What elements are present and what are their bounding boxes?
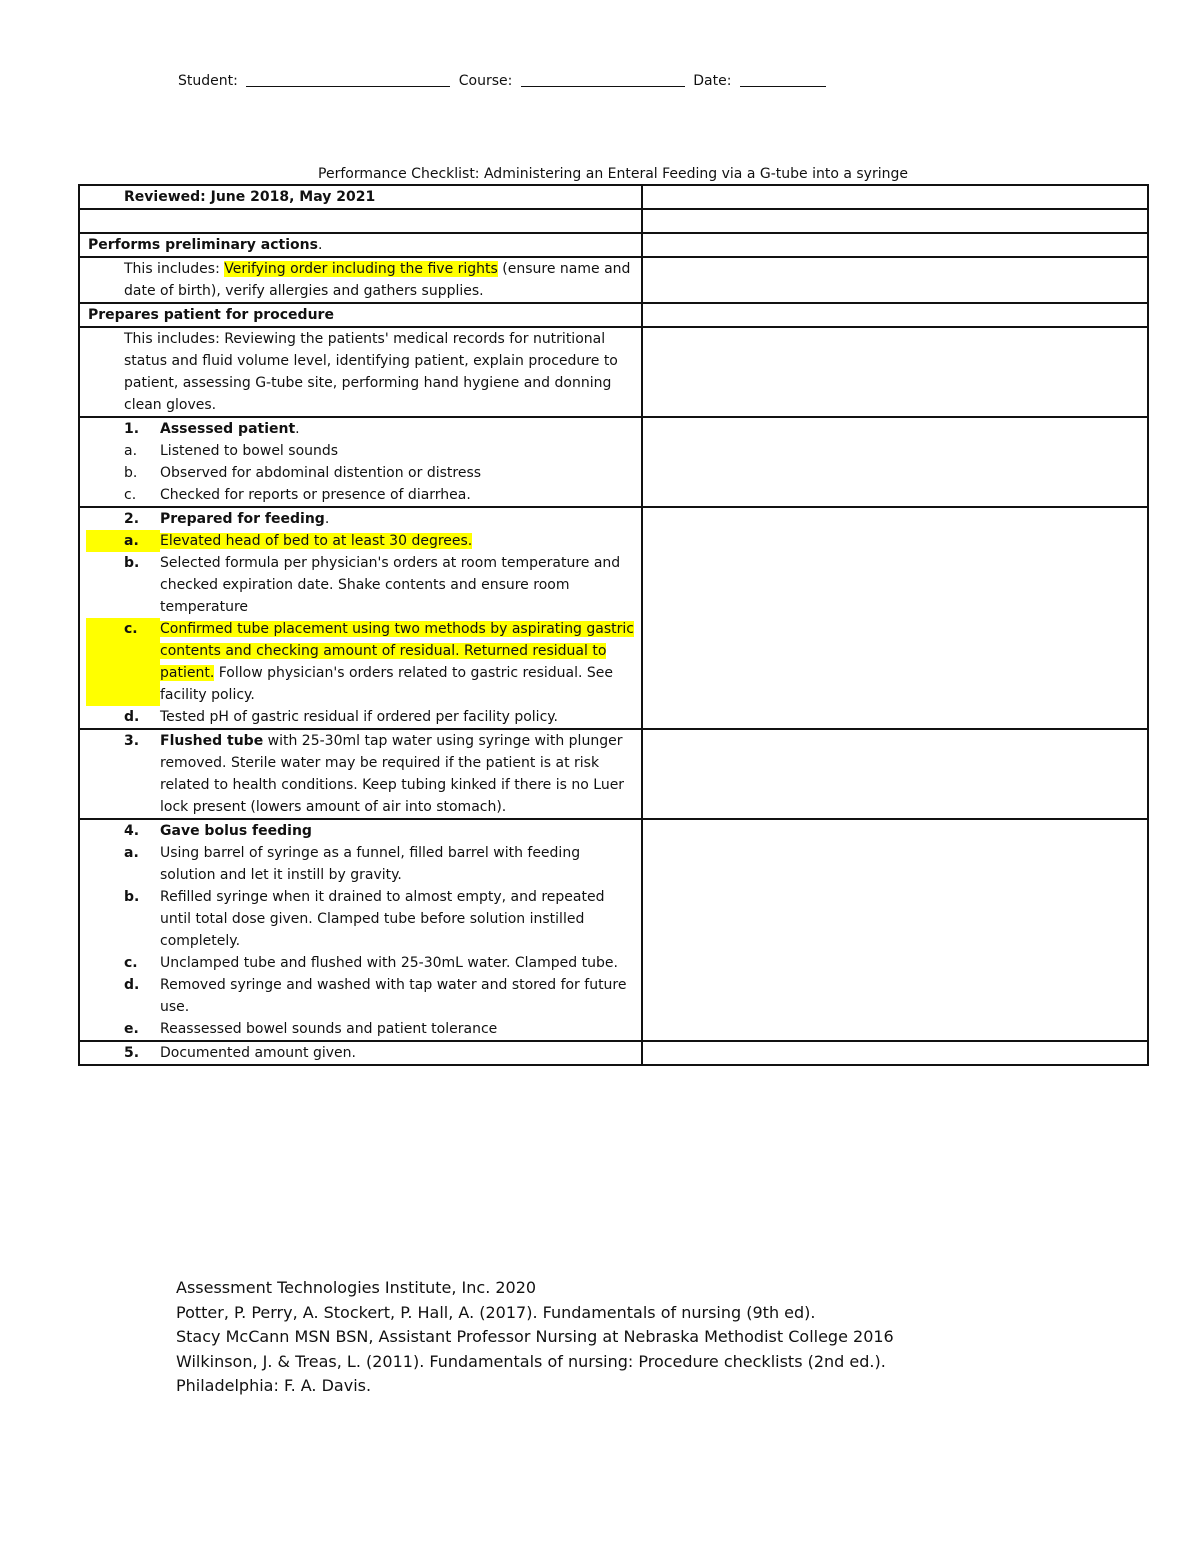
step5-cell: [79, 1041, 642, 1065]
table-row: [79, 507, 1148, 729]
step3-text: with 25-30ml tap water using syringe with plunger removed. Sterile water may be required if the patient is at risk related to health conditions. Keep tubing kinked if there is no Luer lock present (lowers amount of air into stomach).: [160, 733, 625, 815]
table-row: [79, 257, 1148, 303]
checklist-title: Performance Checklist: Administering an Enteral Feeding via a G-tube into a syringe: [318, 166, 908, 182]
date-label: Date:: [693, 73, 732, 89]
reference-item: Potter, P. Perry, A. Stockert, P. Hall, A. (2017). Fundamentals of nursing (9th ed).: [176, 1302, 816, 1322]
sub-number: b.: [124, 465, 138, 481]
header-fields: [178, 72, 830, 89]
prelim-post: (ensure name and date of birth), verify allergies and gathers supplies.: [124, 261, 631, 299]
step4-a: Using barrel of syringe as a funnel, filled barrel with feeding solution and let it instill by gravity.: [160, 845, 581, 883]
step4-d: Removed syringe and washed with tap water and stored for future use.: [160, 977, 627, 1015]
comment-cell[interactable]: [642, 185, 1148, 209]
table-row: [79, 233, 1148, 257]
table-row: [79, 303, 1148, 327]
table-row: [79, 209, 1148, 233]
step4-e: Reassessed bowel sounds and patient tolerance: [160, 1021, 498, 1037]
step2-b: Selected formula per physician's orders at room temperature and checked expiration date. Shake contents and ensure room temperature: [160, 555, 621, 615]
step2-d: Tested pH of gastric residual if ordered per facility policy.: [160, 709, 559, 725]
title-period: .: [295, 421, 300, 437]
sub-number: a.: [124, 845, 139, 861]
step4-c: Unclamped tube and flushed with 25-30mL water. Clamped tube.: [160, 955, 618, 971]
course-field[interactable]: [521, 72, 685, 87]
sub-number: a.: [86, 530, 160, 552]
prelim-pre: This includes:: [124, 261, 225, 277]
prelim-heading: Performs preliminary actions: [88, 237, 318, 253]
references: [176, 1276, 894, 1399]
prepares-heading: Prepares patient for procedure: [79, 303, 642, 327]
sub-number: c.: [86, 618, 160, 706]
step3-title: Flushed tube: [160, 733, 264, 749]
step4-title: Gave bolus feeding: [160, 823, 312, 839]
reference-item: Philadelphia: F. A. Davis.: [176, 1376, 372, 1395]
step4-cell: [79, 819, 642, 1041]
step-number: 2.: [124, 511, 140, 527]
student-label: Student:: [178, 73, 238, 89]
step-number: 3.: [124, 733, 140, 749]
step2-c-post: Follow physician's orders related to gastric residual. See facility policy.: [160, 665, 614, 703]
table-row: [79, 417, 1148, 507]
step2-cell: [79, 507, 642, 729]
step1-a: Listened to bowel sounds: [160, 443, 339, 459]
step4-b: Refilled syringe when it drained to almost empty, and repeated until total dose given. Clamped tube before solution instilled completely.: [160, 889, 605, 949]
step2-a: Elevated head of bed to at least 30 degrees.: [160, 533, 473, 549]
table-row: [79, 327, 1148, 417]
comment-cell[interactable]: [642, 729, 1148, 819]
table-row: [79, 819, 1148, 1041]
sub-number: c.: [124, 955, 138, 971]
step1-cell: [79, 417, 642, 507]
step-number: 5.: [124, 1045, 140, 1061]
sub-number: e.: [124, 1021, 139, 1037]
step-number: 1.: [124, 421, 140, 437]
sub-number: b.: [124, 889, 140, 905]
prepares-text: This includes: Reviewing the patients' medical records for nutritional status and fluid volume level, identifying patient, explain procedure to patient, assessing G-tube site, performing hand hygiene and donning clean gloves.: [124, 331, 618, 413]
table-row: [79, 1041, 1148, 1065]
prelim-heading-cell: [79, 233, 642, 257]
comment-cell[interactable]: [642, 233, 1148, 257]
step2-c-highlight: Confirmed tube placement using two methods by aspirating gastric contents and checking amount of residual. Returned residual to patient.: [160, 621, 634, 681]
comment-cell[interactable]: [642, 819, 1148, 1041]
step2-title: Prepared for feeding: [160, 511, 325, 527]
comment-cell[interactable]: [642, 327, 1148, 417]
title-period: .: [324, 511, 330, 527]
step5-text: Documented amount given.: [160, 1045, 356, 1061]
reference-item: Stacy McCann MSN BSN, Assistant Professor Nursing at Nebraska Methodist College 2016: [176, 1327, 894, 1346]
prelim-highlight: Verifying order including the five rights: [224, 261, 498, 277]
comment-cell[interactable]: [642, 1041, 1148, 1065]
reference-item: Wilkinson, J. & Treas, L. (2011). Fundamentals of nursing: Procedure checklists (2nd ed.).: [176, 1351, 886, 1371]
checklist-table: [78, 184, 1149, 1066]
reference-item: Assessment Technologies Institute, Inc. 2020: [176, 1278, 537, 1297]
table-row: [79, 185, 1148, 209]
step1-title: Assessed patient: [160, 421, 296, 437]
sub-number: b.: [124, 555, 140, 571]
reviewed-cell: Reviewed: June 2018, May 2021: [79, 185, 642, 209]
table-row: [79, 729, 1148, 819]
comment-cell[interactable]: [642, 257, 1148, 303]
empty-cell: [79, 209, 642, 233]
sub-number: d.: [124, 709, 140, 725]
prelim-text: [86, 258, 635, 302]
comment-cell[interactable]: [642, 303, 1148, 327]
date-field[interactable]: [740, 72, 826, 87]
comment-cell[interactable]: [642, 209, 1148, 233]
step3-cell: [79, 729, 642, 819]
student-field[interactable]: [246, 72, 450, 87]
sub-number: c.: [124, 487, 137, 503]
step1-b: Observed for abdominal distention or distress: [160, 465, 482, 481]
heading-period: .: [317, 237, 323, 253]
step-number: 4.: [124, 823, 140, 839]
sub-number: d.: [124, 977, 140, 993]
sub-number: a.: [124, 443, 138, 459]
comment-cell[interactable]: [642, 507, 1148, 729]
prelim-text-cell: [79, 257, 642, 303]
course-label: Course:: [458, 73, 513, 89]
step1-c: Checked for reports or presence of diarrhea.: [160, 487, 471, 503]
comment-cell[interactable]: [642, 417, 1148, 507]
prepares-text-cell: [79, 327, 642, 417]
